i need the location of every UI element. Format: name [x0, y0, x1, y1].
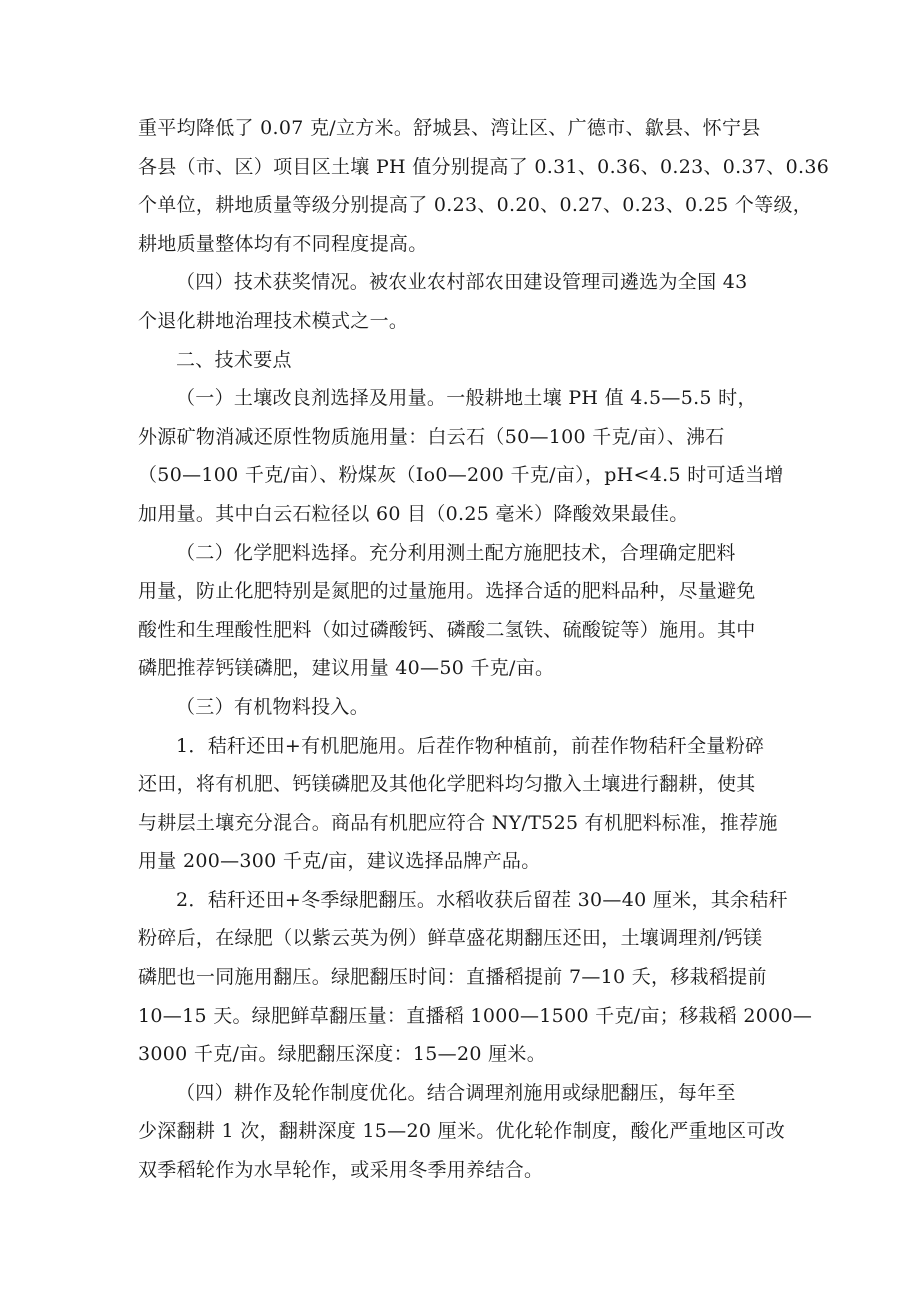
section-heading-organic: （三）有机物料投入。 [176, 695, 370, 718]
text-line-24: 10—15 天。绿肥鲜草翻压量：直播稻 1000—1500 千克/亩；移栽稻 2000— [138, 1004, 813, 1027]
section-heading-fertilizer: （二）化学肥料选择。充分利用测土配方施肥技术，合理确定肥料 [176, 541, 736, 564]
document-page [138, 109, 830, 1190]
section-heading-soil-amendment: （一）土壤改良剂选择及用量。一般耕地土壤 PH 值 4.5—5.5 时， [176, 387, 757, 410]
text-line-13: 用量，防止化肥特别是氮肥的过量施用。选择合适的肥料品种，尽量避免 [138, 580, 756, 603]
item-1-straw-organic: 1．秸秆还田+有机肥施用。后茬作物种植前，前茬作物秸秆全量粉碎 [176, 734, 765, 757]
text-line-4: 耕地质量整体均有不同程度提高。 [138, 232, 428, 255]
text-line-23: 磷肥也一同施用翻压。绿肥翻压时间：直播稻提前 7—10 夭，移栽稻提前 [138, 966, 767, 989]
section-heading-tillage: （四）耕作及轮作制度优化。结合调理剂施用或绿肥翻压，每年至 [176, 1081, 736, 1104]
section-heading-key-points: 二、技术要点 [176, 348, 292, 371]
text-line-14: 酸性和生理酸性肥料（如过磷酸钙、磷酸二氢铁、硫酸锭等）施用。其中 [138, 618, 756, 641]
text-line-27: 少深翻耕 1 次，翻耕深度 15—20 厘米。优化轮作制度，酸化严重地区可改 [138, 1120, 786, 1143]
text-line-19: 与耕层土壤充分混合。商品有机肥应符合 NY/T525 有机肥料标准，推荐施 [138, 811, 778, 834]
text-line-28: 双季稻轮作为水旱轮作，或采用冬季用养结合。 [138, 1159, 544, 1182]
text-line-11: 加用量。其中白云石粒径以 60 目（0.25 毫米）降酸效果最佳。 [138, 502, 689, 525]
text-line-22: 粉碎后，在绿肥（以紫云英为例）鲜草盛花期翻压还田，土壤调理剂/钙镁 [138, 927, 763, 950]
text-line-2: 各县（市、区）项目区土壤 PH 值分别提高了 0.31、0.36、0.23、0.37、0.36 [138, 155, 830, 178]
text-line-15: 磷肥推荐钙镁磷肥，建议用量 40—50 千克/亩。 [138, 657, 555, 680]
text-line-6: 个退化耕地治理技术模式之一。 [138, 309, 409, 332]
text-line-20: 用量 200—300 千克/亩，建议选择品牌产品。 [138, 850, 541, 873]
text-line-1: 重平均降低了 0.07 克/立方米。舒城县、湾让区、广德市、歙县、怀宁县 [138, 117, 761, 139]
text-line-10: （50—100 千克/亩）、粉煤灰（Io0—200 千克/亩），pH<4.5 时可适当增 [138, 464, 784, 487]
text-line-3: 个单位，耕地质量等级分别提高了 0.23、0.20、0.27、0.23、0.25 个等级， [138, 194, 813, 217]
text-line-9: 外源矿物消减还原性物质施用量：白云石（50—100 千克/亩）、沸石 [138, 425, 725, 448]
text-line-18: 还田，将有机肥、钙镁磷肥及其他化学肥料均匀撒入土壤进行翻耕，使其 [138, 773, 756, 796]
text-line-25: 3000 千克/亩。绿肥翻压深度：15—20 厘米。 [138, 1043, 546, 1066]
section-heading-award: （四）技术获奖情况。被农业农村部农田建设管理司遴选为全国 43 [176, 271, 748, 294]
item-2-straw-green-manure: 2．秸秆还田+冬季绿肥翻压。水稻收获后留茬 30—40 厘米，其余秸秆 [176, 888, 788, 911]
